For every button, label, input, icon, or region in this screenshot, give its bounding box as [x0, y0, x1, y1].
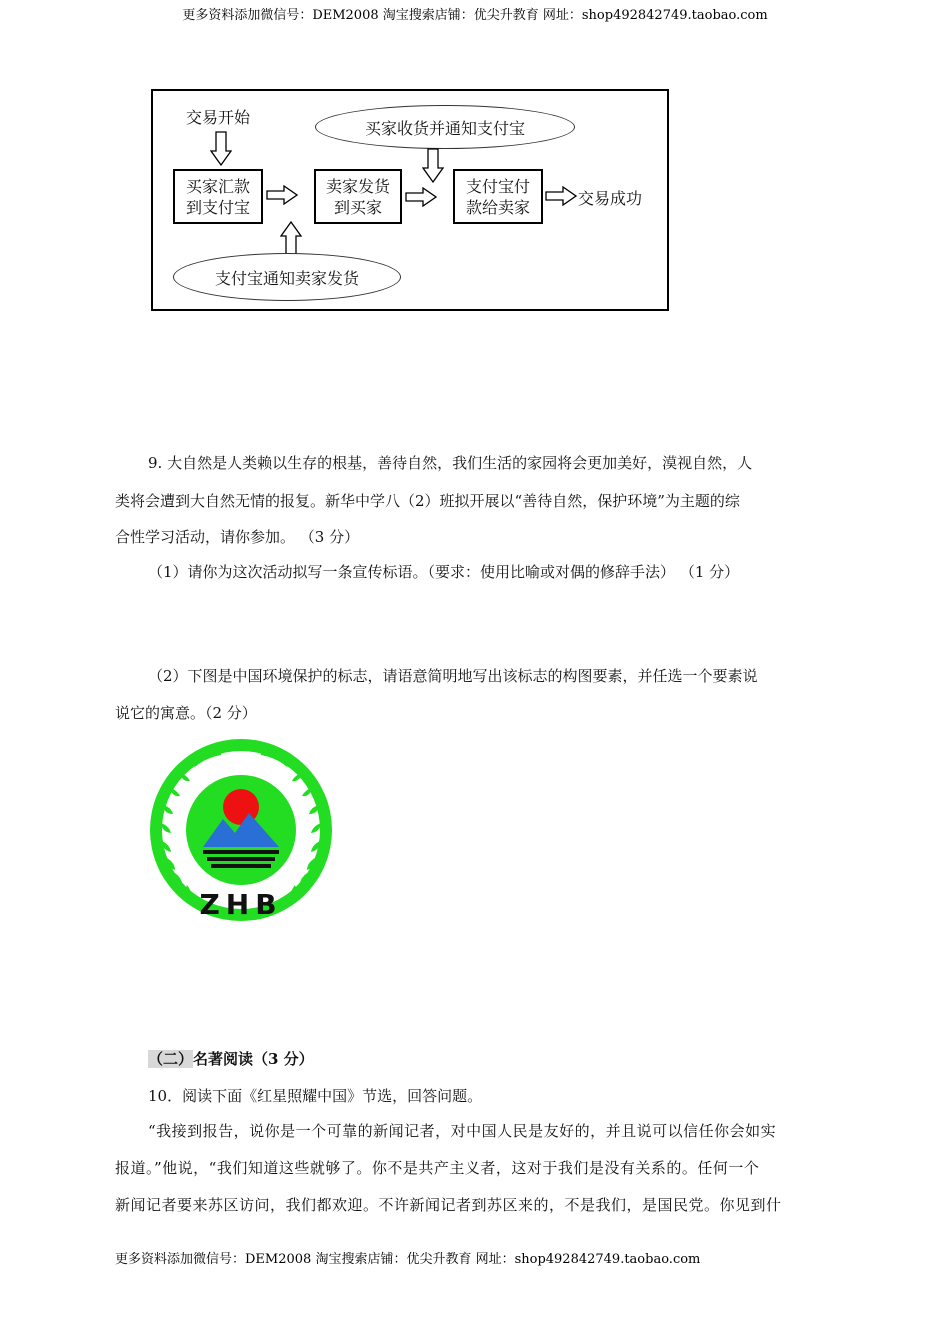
q9-line2: 类将会遭到大自然无情的报复。新华中学八（2）班拟开展以“善待自然，保护环境”为主题的综 — [115, 492, 740, 510]
box3-line1: 支付宝付 — [465, 176, 530, 196]
q10-line: 报道。”他说，“我们知道这些就够了。你不是共产主义者，这对于我们是没有关系的。任何一个 — [115, 1159, 760, 1177]
q9-sub1: （1）请你为这次活动拟写一条宣传标语。（要求：使用比喻或对偶的修辞手法） （1 分） — [148, 563, 740, 581]
arrow-down-icon — [210, 131, 232, 167]
q9-line3: 合性学习活动，请你参加。 （3 分） — [115, 528, 360, 546]
flow-start: 交易开始 — [186, 108, 251, 127]
q10-line: “我接到报告，说你是一个可靠的新闻记者，对中国人民是友好的，并且说可以信任你会如实 — [148, 1122, 777, 1140]
flow-box-3 — [453, 169, 543, 224]
arrow-right-icon — [405, 187, 437, 207]
q10-intro: 10．阅读下面《红星照耀中国》节选，回答问题。 — [148, 1087, 483, 1105]
q10-line: 新闻记者要来苏区访问，我们都欢迎。不许新闻记者到苏区来的，不是我们，是国民党。你见到什 — [115, 1196, 782, 1214]
box2-line2: 到买家 — [333, 197, 382, 217]
arrow-down-icon — [422, 148, 444, 184]
page-footer: 更多资料添加微信号：DEM2008 淘宝搜索店铺：优尖升教育 网址：shop492842749.taobao.com — [115, 1252, 701, 1267]
flowchart — [151, 89, 669, 311]
environmental-logo — [145, 733, 337, 928]
arrow-right-icon — [545, 186, 577, 206]
q9-sub2-line1: （2）下图是中国环境保护的标志，请语意简明地写出该标志的构图要素，并任选一个要素说 — [148, 667, 758, 685]
q9-line1: 9. 大自然是人类赖以生存的根基，善待自然，我们生活的家园将会更加美好，漠视自然，人 — [148, 454, 753, 472]
flow-oval-bottom: 支付宝通知卖家发货 — [173, 253, 401, 301]
q9-sub2-line2: 说它的寓意。（2 分） — [115, 704, 257, 722]
section-title: 名著阅读（3 分） — [193, 1050, 314, 1068]
box3-line2: 款给卖家 — [465, 197, 530, 217]
flow-box-2 — [314, 169, 402, 224]
section-heading — [148, 1048, 314, 1069]
box1-line1: 买家汇款 — [185, 176, 250, 196]
flow-box-1 — [173, 169, 263, 224]
flow-end: 交易成功 — [578, 189, 643, 208]
arrow-right-icon — [266, 185, 298, 205]
box1-line2: 到支付宝 — [185, 197, 250, 217]
box2-line1: 卖家发货 — [325, 176, 390, 196]
arrow-up-icon — [280, 221, 302, 255]
page-header: 更多资料添加微信号：DEM2008 淘宝搜索店铺：优尖升教育 网址：shop492842749.taobao.com — [182, 8, 768, 23]
section-number: （二） — [148, 1050, 194, 1068]
logo-text: ZHB — [199, 888, 283, 921]
flow-oval-top: 买家收货并通知支付宝 — [315, 105, 575, 149]
